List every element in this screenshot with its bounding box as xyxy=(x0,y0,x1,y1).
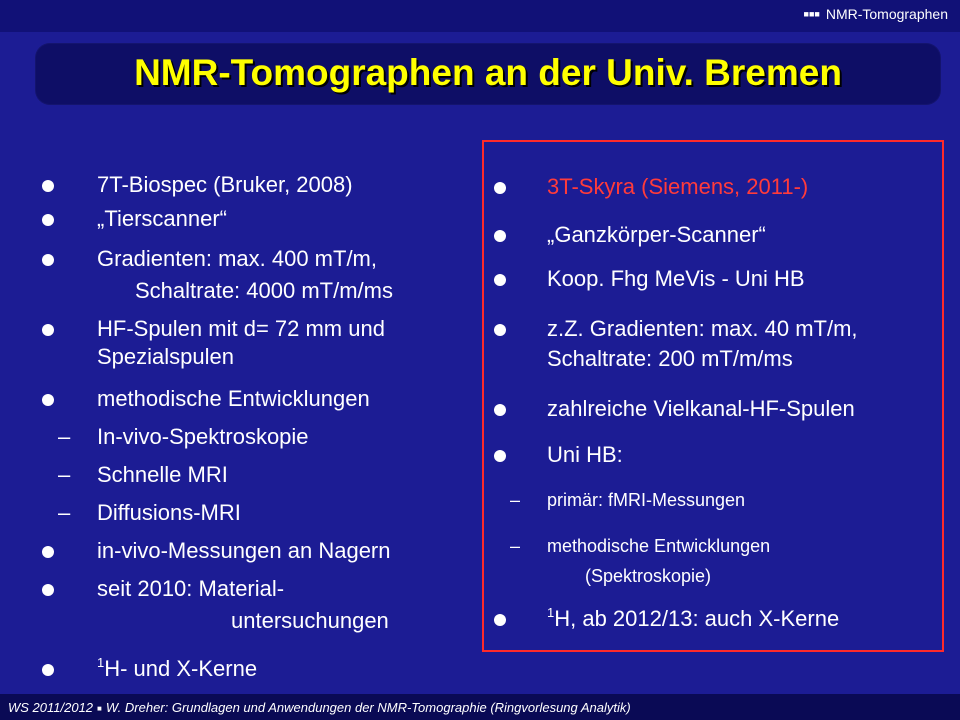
bullet-dot-icon xyxy=(494,404,506,416)
list-item-text: methodische Entwicklungen xyxy=(547,536,771,556)
bullet-dot-icon xyxy=(42,664,54,676)
dash-bullet: – xyxy=(58,500,71,525)
superscript-mass-number: 1 xyxy=(97,655,105,670)
bullet-dot-icon xyxy=(494,182,506,194)
bullet-dot-icon xyxy=(42,214,54,226)
list-item-text: 3T-Skyra (Siemens, 2011-) xyxy=(547,174,809,199)
list-item-text-main: H- und X-Kerne xyxy=(104,656,258,681)
list-item-text: z.Z. Gradienten: max. 40 mT/m, xyxy=(547,316,858,341)
bullet-dot-icon xyxy=(494,274,506,286)
bullet-dot-icon xyxy=(494,450,506,462)
list-item-text: Schaltrate: 200 mT/m/ms xyxy=(547,346,793,371)
list-item-text: 7T-Biospec (Bruker, 2008) xyxy=(97,172,353,197)
list-item-text: in-vivo-Messungen an Nagern xyxy=(97,538,391,563)
list-item-text: untersuchungen xyxy=(231,608,389,633)
footer xyxy=(0,694,960,720)
bullet-dot-icon xyxy=(494,614,506,626)
list-item-text xyxy=(547,606,839,632)
bullet-dot-icon xyxy=(42,584,54,596)
bullet-dot-icon xyxy=(42,546,54,558)
bullet-dot-icon xyxy=(494,230,506,242)
list-item-text: Gradienten: max. 400 mT/m, xyxy=(97,246,377,271)
list-item-text: Uni HB: xyxy=(547,442,623,467)
list-item-text: zahlreiche Vielkanal-HF-Spulen xyxy=(547,396,855,421)
dash-bullet: – xyxy=(510,536,521,556)
right-column-frame xyxy=(482,140,944,652)
list-item-text: Spezialspulen xyxy=(97,344,234,369)
footer-course: W. Dreher: Grundlagen und Anwendungen der NMR-Tomographie (Ringvorlesung Analytik) xyxy=(105,700,631,715)
list-item-text: Diffusions-MRI xyxy=(97,500,241,525)
list-item-text: (Spektroskopie) xyxy=(585,566,712,586)
list-item-text: HF-Spulen mit d= 72 mm und xyxy=(97,316,385,341)
header-label xyxy=(804,6,948,22)
dash-bullet: – xyxy=(510,490,521,510)
list-item-text: seit 2010: Material- xyxy=(97,576,285,601)
bullet-dot-icon xyxy=(42,324,54,336)
superscript-mass-number: 1 xyxy=(547,605,555,620)
list-item-text-main: H, ab 2012/13: auch X-Kerne xyxy=(554,606,840,631)
bullet-dot-icon xyxy=(42,180,54,192)
bullet-dot-icon xyxy=(42,394,54,406)
bullet-dot-icon xyxy=(494,324,506,336)
list-item-text: methodische Entwicklungen xyxy=(97,386,370,411)
list-item-text: primär: fMRI-Messungen xyxy=(547,490,746,510)
dash-bullet: – xyxy=(58,462,71,487)
header-label-text: NMR-Tomographen xyxy=(825,6,948,22)
list-item-text: Schaltrate: 4000 mT/m/ms xyxy=(135,278,393,303)
title-box xyxy=(36,44,940,104)
list-item-text: Schnelle MRI xyxy=(97,462,228,487)
top-bar xyxy=(0,0,960,32)
list-item-text: „Ganzkörper-Scanner“ xyxy=(547,222,766,247)
dash-bullet: – xyxy=(58,424,71,449)
footer-semester: WS 2011/2012 xyxy=(8,700,94,715)
page-title: NMR-Tomographen an der Univ. Bremen xyxy=(134,52,842,93)
list-item-text: In-vivo-Spektroskopie xyxy=(97,424,309,449)
list-item-text: „Tierscanner“ xyxy=(97,206,227,231)
list-item-text xyxy=(97,656,257,682)
square-separator-icon: ■ xyxy=(97,704,102,713)
bullet-dot-icon xyxy=(42,254,54,266)
list-item-text: Koop. Fhg MeVis - Uni HB xyxy=(547,266,805,291)
square-bullets-icon: ■■■ xyxy=(803,9,820,19)
